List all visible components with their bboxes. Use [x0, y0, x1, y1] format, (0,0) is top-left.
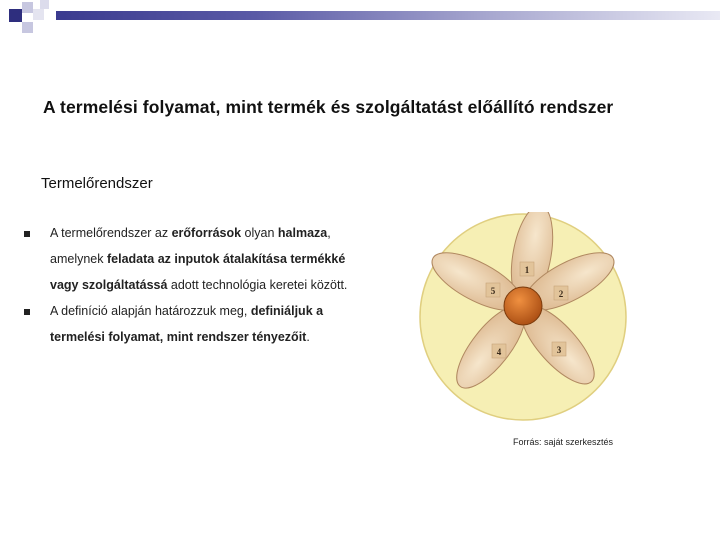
diagram-petal-label: 1: [524, 265, 530, 275]
production-system-flower-diagram: [418, 212, 628, 422]
diagram-center-circle: [504, 287, 542, 325]
header-gradient-bar: [56, 11, 720, 20]
bullet-text: , amelynek: [50, 226, 331, 266]
bullet-text: A definíció alapján határozzuk meg,: [50, 304, 251, 318]
diagram-petal-label: 3: [556, 345, 562, 355]
corner-decoration: [0, 0, 60, 40]
slide-title: A termelési folyamat, mint termék és szolgáltatást előállító rendszer: [43, 97, 614, 117]
bullet-square-icon: [24, 231, 30, 237]
bullet-bold-text: halmaza: [277, 226, 328, 240]
bullet-text: olyan: [241, 226, 278, 240]
diagram-petal-label: 2: [558, 289, 564, 299]
bullet-text: A termelőrendszer az: [50, 226, 172, 240]
diagram-petal-label: 4: [496, 347, 502, 357]
diagram-petal-label: 5: [490, 286, 496, 296]
bullet-item-1: [22, 220, 372, 298]
bullet-item-2: [22, 298, 372, 350]
bullet-list: [22, 220, 372, 350]
slide-subtitle: Termelőrendszer: [41, 175, 153, 192]
bullet-bold-text: feladata az inputok átalakítása termékké vagy szolgáltatássá: [50, 252, 346, 292]
bullet-text: adott technológia keretei között.: [167, 278, 348, 292]
bullet-square-icon: [24, 309, 30, 315]
source-caption: Forrás: saját szerkesztés: [513, 437, 614, 447]
bullet-bold-text: erőforrások: [171, 226, 242, 240]
bullet-text: .: [306, 330, 310, 344]
bullet-bold-text: definiáljuk a termelési folyamat, mint rendszer tényezőit: [50, 304, 324, 344]
